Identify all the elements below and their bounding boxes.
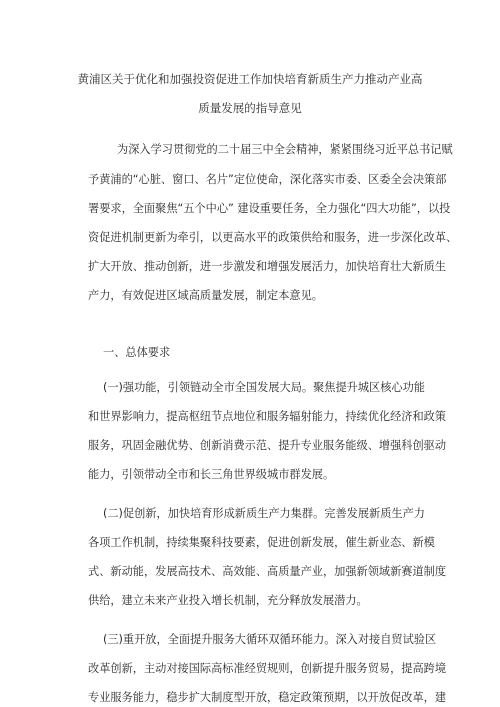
intro-line-2: 予黄浦的“心脏、窗口、名片”定位使命，深化落实市委、区委全会决策部 [88,173,447,186]
item3-line-1: (三)重开放，全面提升服务大循环双循环能力。深入对接自贸试验区 [103,633,437,646]
intro-line-6: 产力，有效促进区域高质量发展，制定本意见。 [88,289,323,302]
item1-line-3: 服务，巩固金融优势、创新消费示范、提升专业服务能级、增强科创驱动 [88,439,447,452]
item2-line-1: (二)促创新，加快培育形成新质生产力集群。完善发展新质生产力 [103,507,425,520]
item3-line-2: 改革创新，主动对接国际高标准经贸规则，创新提升服务贸易，提高跨境 [88,662,447,675]
item2-line-3: 式、新动能，发展高技术、高效能、高质量产业，加强新领域新赛道制度 [88,565,447,578]
item2-line-2: 各项工作机制，持续集聚科技要素，促进创新发展，催生新业态、新模 [88,536,435,549]
section-heading-overall-requirements: 一、总体要求 [103,346,171,359]
intro-line-3: 署要求，全面聚焦“五个中心” 建设重要任务，全力强化“四大功能”，以投 [88,202,451,215]
intro-line-4: 资促进机制更新为牵引，以更高水平的政策供给和服务，进一步深化改革、 [88,231,458,244]
item1-line-1: (一)强功能，引领链动全市全国发展大局。聚焦提升城区核心功能 [103,381,425,394]
intro-line-1: 为深入学习贯彻党的二十届三中全会精神，紧紧围绕习近平总书记赋 [117,143,453,156]
item2-line-4: 供给，建立未来产业投入增长机制，充分释放发展潜力。 [88,594,368,607]
item1-line-2: 和世界影响力，提高枢纽节点地位和服务辐射能力，持续优化经济和政策 [88,410,447,423]
item3-line-3: 专业服务能力，稳步扩大制度型开放，稳定政策预期，以开放促改革，建 [88,691,447,704]
intro-line-5: 扩大开放、推动创新，进一步激发和增强发展活力，加快培育壮大新质生 [88,260,447,273]
document-title-line-2: 质量发展的指导意见 [198,101,302,115]
item1-line-4: 能力，引领带动全市和长三角世界级城市群发展。 [88,468,335,481]
document-title-line-1: 黄浦区关于优化和加强投资促进工作加快培育新质生产力推动产业高 [77,72,423,86]
